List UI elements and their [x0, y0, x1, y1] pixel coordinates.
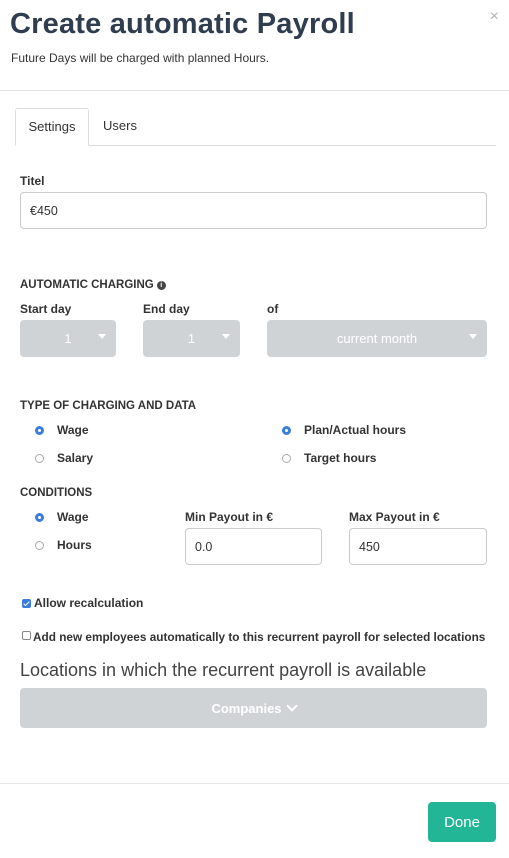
modal-header: [0, 0, 509, 91]
target-hours-radio[interactable]: [282, 454, 291, 463]
add-new-employees-label: Add new employees automatically to this recurrent payroll for selected locations: [33, 630, 486, 644]
modal-subtitle: Future Days will be charged with planned Hours.: [11, 51, 270, 65]
chevron-down-icon: [98, 334, 106, 339]
tab-settings[interactable]: Settings: [15, 108, 89, 146]
conditions-hours-label: Hours: [57, 538, 92, 552]
end-day-label: End day: [143, 302, 190, 316]
plan-actual-hours-label: Plan/Actual hours: [304, 423, 407, 437]
chevron-down-icon: [469, 334, 477, 339]
titel-input-value: €450: [30, 203, 58, 218]
type-of-charging-heading: TYPE OF CHARGING AND DATA: [20, 400, 197, 412]
plan-actual-hours-radio[interactable]: [282, 426, 291, 435]
modal-title: Create automatic Payroll: [10, 8, 355, 40]
close-icon[interactable]: ×: [489, 8, 499, 25]
max-payout-value: 450: [359, 539, 380, 554]
chevron-down-icon: [286, 700, 297, 711]
done-button[interactable]: Done: [428, 802, 496, 842]
end-day-value: 1: [187, 331, 196, 346]
min-payout-label: Min Payout in €: [185, 510, 274, 524]
titel-input[interactable]: [20, 192, 487, 229]
salary-radio-label: Salary: [57, 451, 94, 465]
period-value: current month: [336, 331, 418, 346]
wage-radio[interactable]: [35, 426, 44, 435]
allow-recalculation-checkbox[interactable]: [22, 599, 31, 608]
period-select[interactable]: [267, 320, 487, 357]
max-payout-input[interactable]: [349, 528, 487, 565]
modal-footer: [0, 783, 509, 858]
conditions-hours-radio[interactable]: [35, 541, 44, 550]
conditions-heading: CONDITIONS: [20, 487, 93, 499]
start-day-label: Start day: [20, 302, 72, 316]
chevron-down-icon: [222, 334, 230, 339]
max-payout-label: Max Payout in €: [349, 510, 440, 524]
start-day-select[interactable]: [20, 320, 116, 357]
of-label: of: [267, 302, 279, 316]
conditions-wage-label: Wage: [57, 510, 89, 524]
min-payout-input[interactable]: [185, 528, 322, 565]
titel-label: Titel: [20, 174, 45, 188]
conditions-wage-radio[interactable]: [35, 513, 44, 522]
target-hours-label: Target hours: [304, 451, 377, 465]
add-new-employees-checkbox[interactable]: [22, 631, 31, 640]
min-payout-value: 0.0: [195, 539, 213, 554]
tab-users[interactable]: Users: [103, 118, 137, 133]
wage-radio-label: Wage: [57, 423, 89, 437]
tab-bar: [15, 108, 496, 146]
allow-recalculation-label: Allow recalculation: [34, 596, 144, 610]
start-day-value: 1: [64, 331, 72, 346]
locations-heading: Locations in which the recurrent payroll is available: [20, 660, 427, 680]
automatic-charging-heading-text: AUTOMATIC CHARGING: [20, 279, 154, 291]
companies-label: Companies: [211, 700, 282, 716]
automatic-charging-heading: [20, 279, 166, 291]
info-icon[interactable]: i: [157, 281, 166, 290]
companies-dropdown-button[interactable]: [20, 688, 487, 728]
end-day-select[interactable]: [143, 320, 240, 357]
salary-radio[interactable]: [35, 454, 44, 463]
